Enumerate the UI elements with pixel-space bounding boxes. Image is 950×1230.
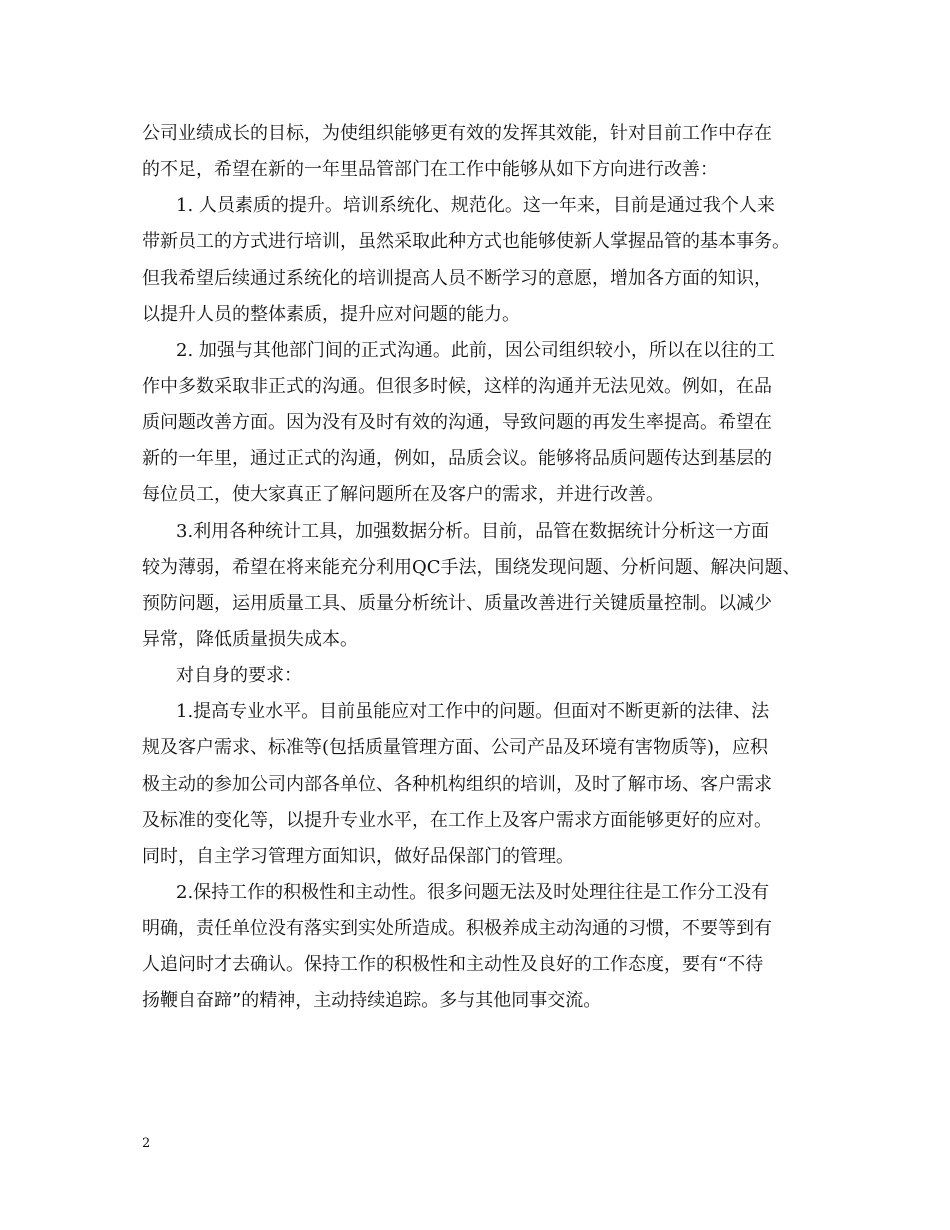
text-line: 预防问题，运用质量工具、质量分析统计、质量改善进行关键质量控制。以减少	[142, 592, 772, 614]
text-line: 质问题改善方面。因为没有及时有效的沟通，导致问题的再发生率提高。希望在	[142, 412, 772, 434]
text-line: 每位员工，使大家真正了解问题所在及客户的需求，并进行改善。	[142, 484, 664, 506]
body-text	[142, 116, 822, 1020]
page-number: 2	[142, 1136, 151, 1151]
text-line: 明确，责任单位没有落实到实处所造成。积极养成主动沟通的习惯，不要等到有	[142, 918, 772, 940]
text-line: 以提升人员的整体素质，提升应对问题的能力。	[142, 303, 520, 325]
text-line: 异常，降低质量损失成本。	[142, 628, 358, 650]
text-line: 的不足，希望在新的一年里品管部门在工作中能够从如下方向进行改善：	[142, 159, 718, 181]
text-line: 人追问时才去确认。保持工作的积极性和主动性及良好的工作态度，要有“不待	[142, 954, 764, 976]
text-line: 作中多数采取非正式的沟通。但很多时候，这样的沟通并无法见效。例如，在品	[142, 375, 772, 397]
text-line: 较为薄弱，希望在将来能充分利用QC手法，围绕发现问题、分析问题、解决问题、	[142, 556, 801, 578]
text-line: 1.提高专业水平。目前虽能应对工作中的问题。但面对不断更新的法律、法	[176, 701, 770, 723]
text-line: 极主动的参加公司内部各单位、各种机构组织的培训，及时了解市场、客户需求	[142, 773, 772, 795]
text-line: 规及客户需求、标准等(包括质量管理方面、公司产品及环境有害物质等)，应积	[142, 737, 769, 759]
text-line: 新的一年里，通过正式的沟通，例如，品质会议。能够将品质问题传达到基层的	[142, 448, 772, 470]
text-line: 但我希望后续通过系统化的培训提高人员不断学习的意愿，增加各方面的知识，	[142, 267, 772, 289]
text-line: 2.保持工作的积极性和主动性。很多问题无法及时处理往往是工作分工没有	[176, 881, 770, 903]
text-line: 2. 加强与其他部门间的正式沟通。此前，因公司组织较小，所以在以往的工	[176, 339, 775, 361]
text-line: 扬鞭自奋蹄”的精神，主动持续追踪。多与其他同事交流。	[142, 990, 602, 1012]
text-line: 带新员工的方式进行培训，虽然采取此种方式也能够使新人掌握品管的基本事务。	[142, 231, 790, 253]
text-line: 及标准的变化等，以提升专业水平，在工作上及客户需求方面能够更好的应对。	[142, 809, 772, 831]
text-line: 对自身的要求：	[176, 665, 302, 687]
text-line: 1. 人员素质的提升。培训系统化、规范化。这一年来，目前是通过我个人来	[176, 195, 775, 217]
text-line: 公司业绩成长的目标，为使组织能够更有效的发挥其效能，针对目前工作中存在	[142, 123, 772, 144]
text-line: 3.利用各种统计工具，加强数据分析。目前，品管在数据统计分析这一方面	[176, 520, 770, 542]
text-line: 同时，自主学习管理方面知识，做好品保部门的管理。	[142, 845, 574, 867]
